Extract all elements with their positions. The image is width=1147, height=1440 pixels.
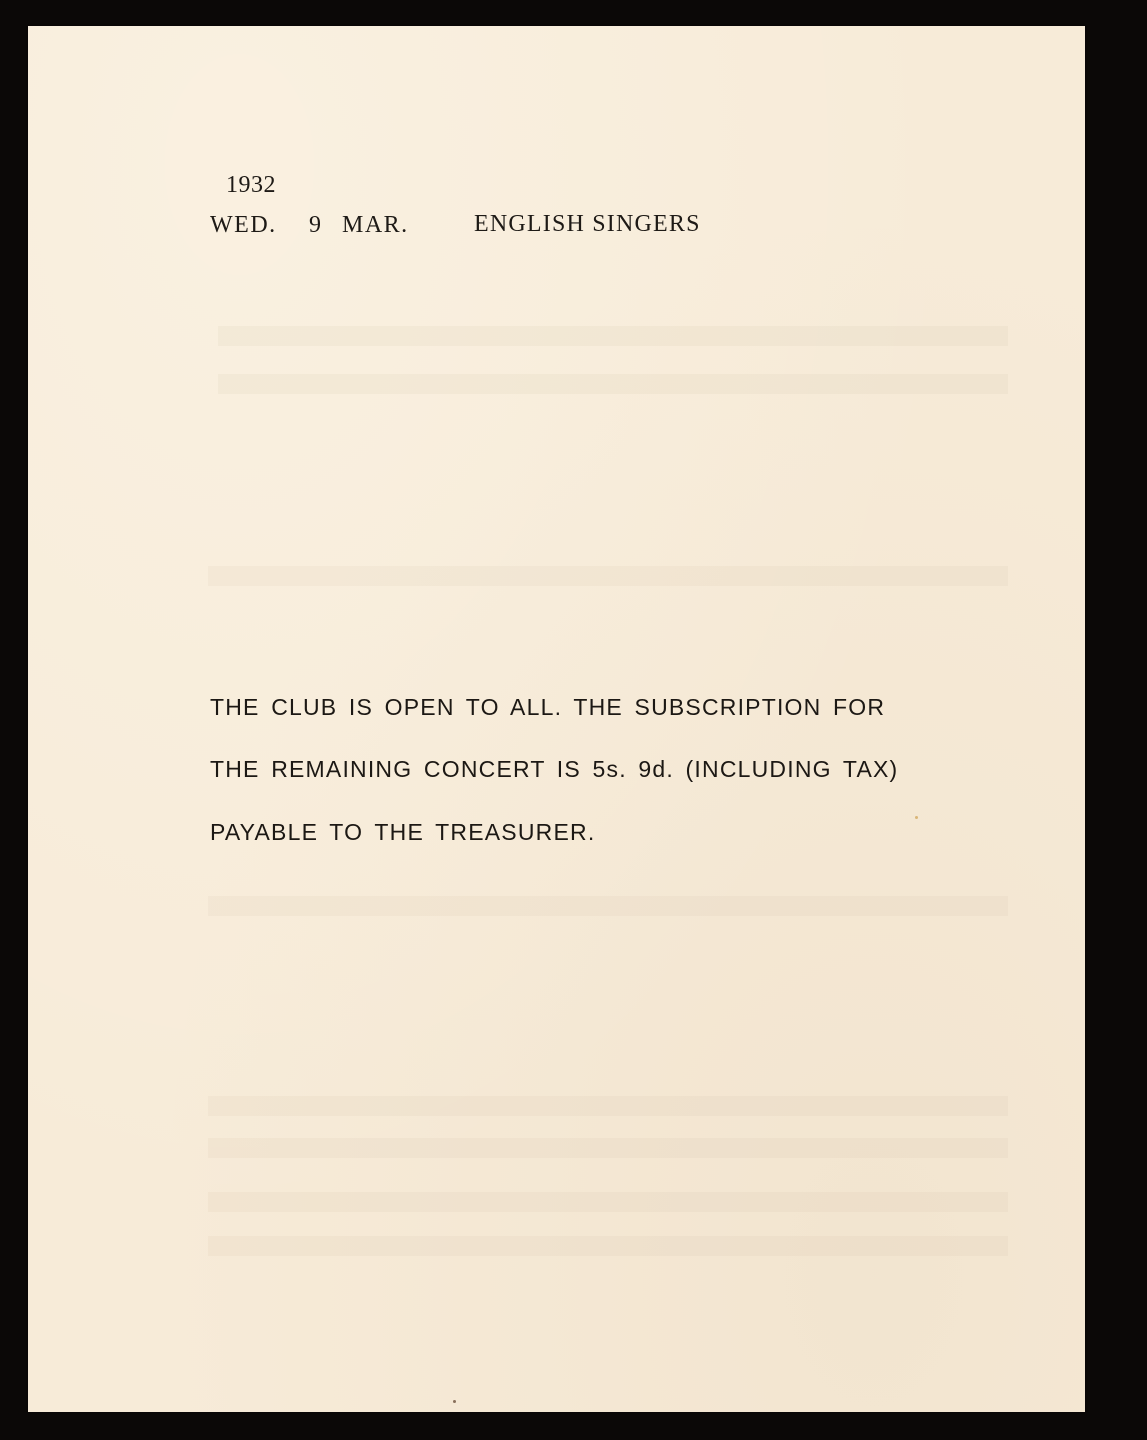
show-through-mark	[208, 1138, 1008, 1158]
paper-fleck	[915, 816, 918, 819]
show-through-mark	[208, 566, 1008, 586]
show-through-mark	[208, 1236, 1008, 1256]
paper-fleck	[453, 1400, 456, 1403]
notice-line-2: THE REMAINING CONCERT IS 5s. 9d. (INCLUDING TAX)	[210, 756, 899, 782]
performer-name: ENGLISH SINGERS	[474, 211, 701, 237]
show-through-mark	[218, 326, 1008, 346]
notice-line-3: PAYABLE TO THE TREASURER.	[210, 819, 596, 845]
show-through-mark	[208, 896, 1008, 916]
programme-card	[28, 26, 1085, 1412]
concert-year: 1932	[226, 172, 276, 198]
concert-month: MAR.	[342, 212, 409, 238]
concert-date-number: 9	[309, 212, 322, 238]
concert-day: WED.	[210, 212, 277, 238]
show-through-mark	[218, 374, 1008, 394]
show-through-mark	[208, 1192, 1008, 1212]
show-through-mark	[208, 1096, 1008, 1116]
notice-line-1: THE CLUB IS OPEN TO ALL. THE SUBSCRIPTION FOR	[210, 694, 886, 720]
